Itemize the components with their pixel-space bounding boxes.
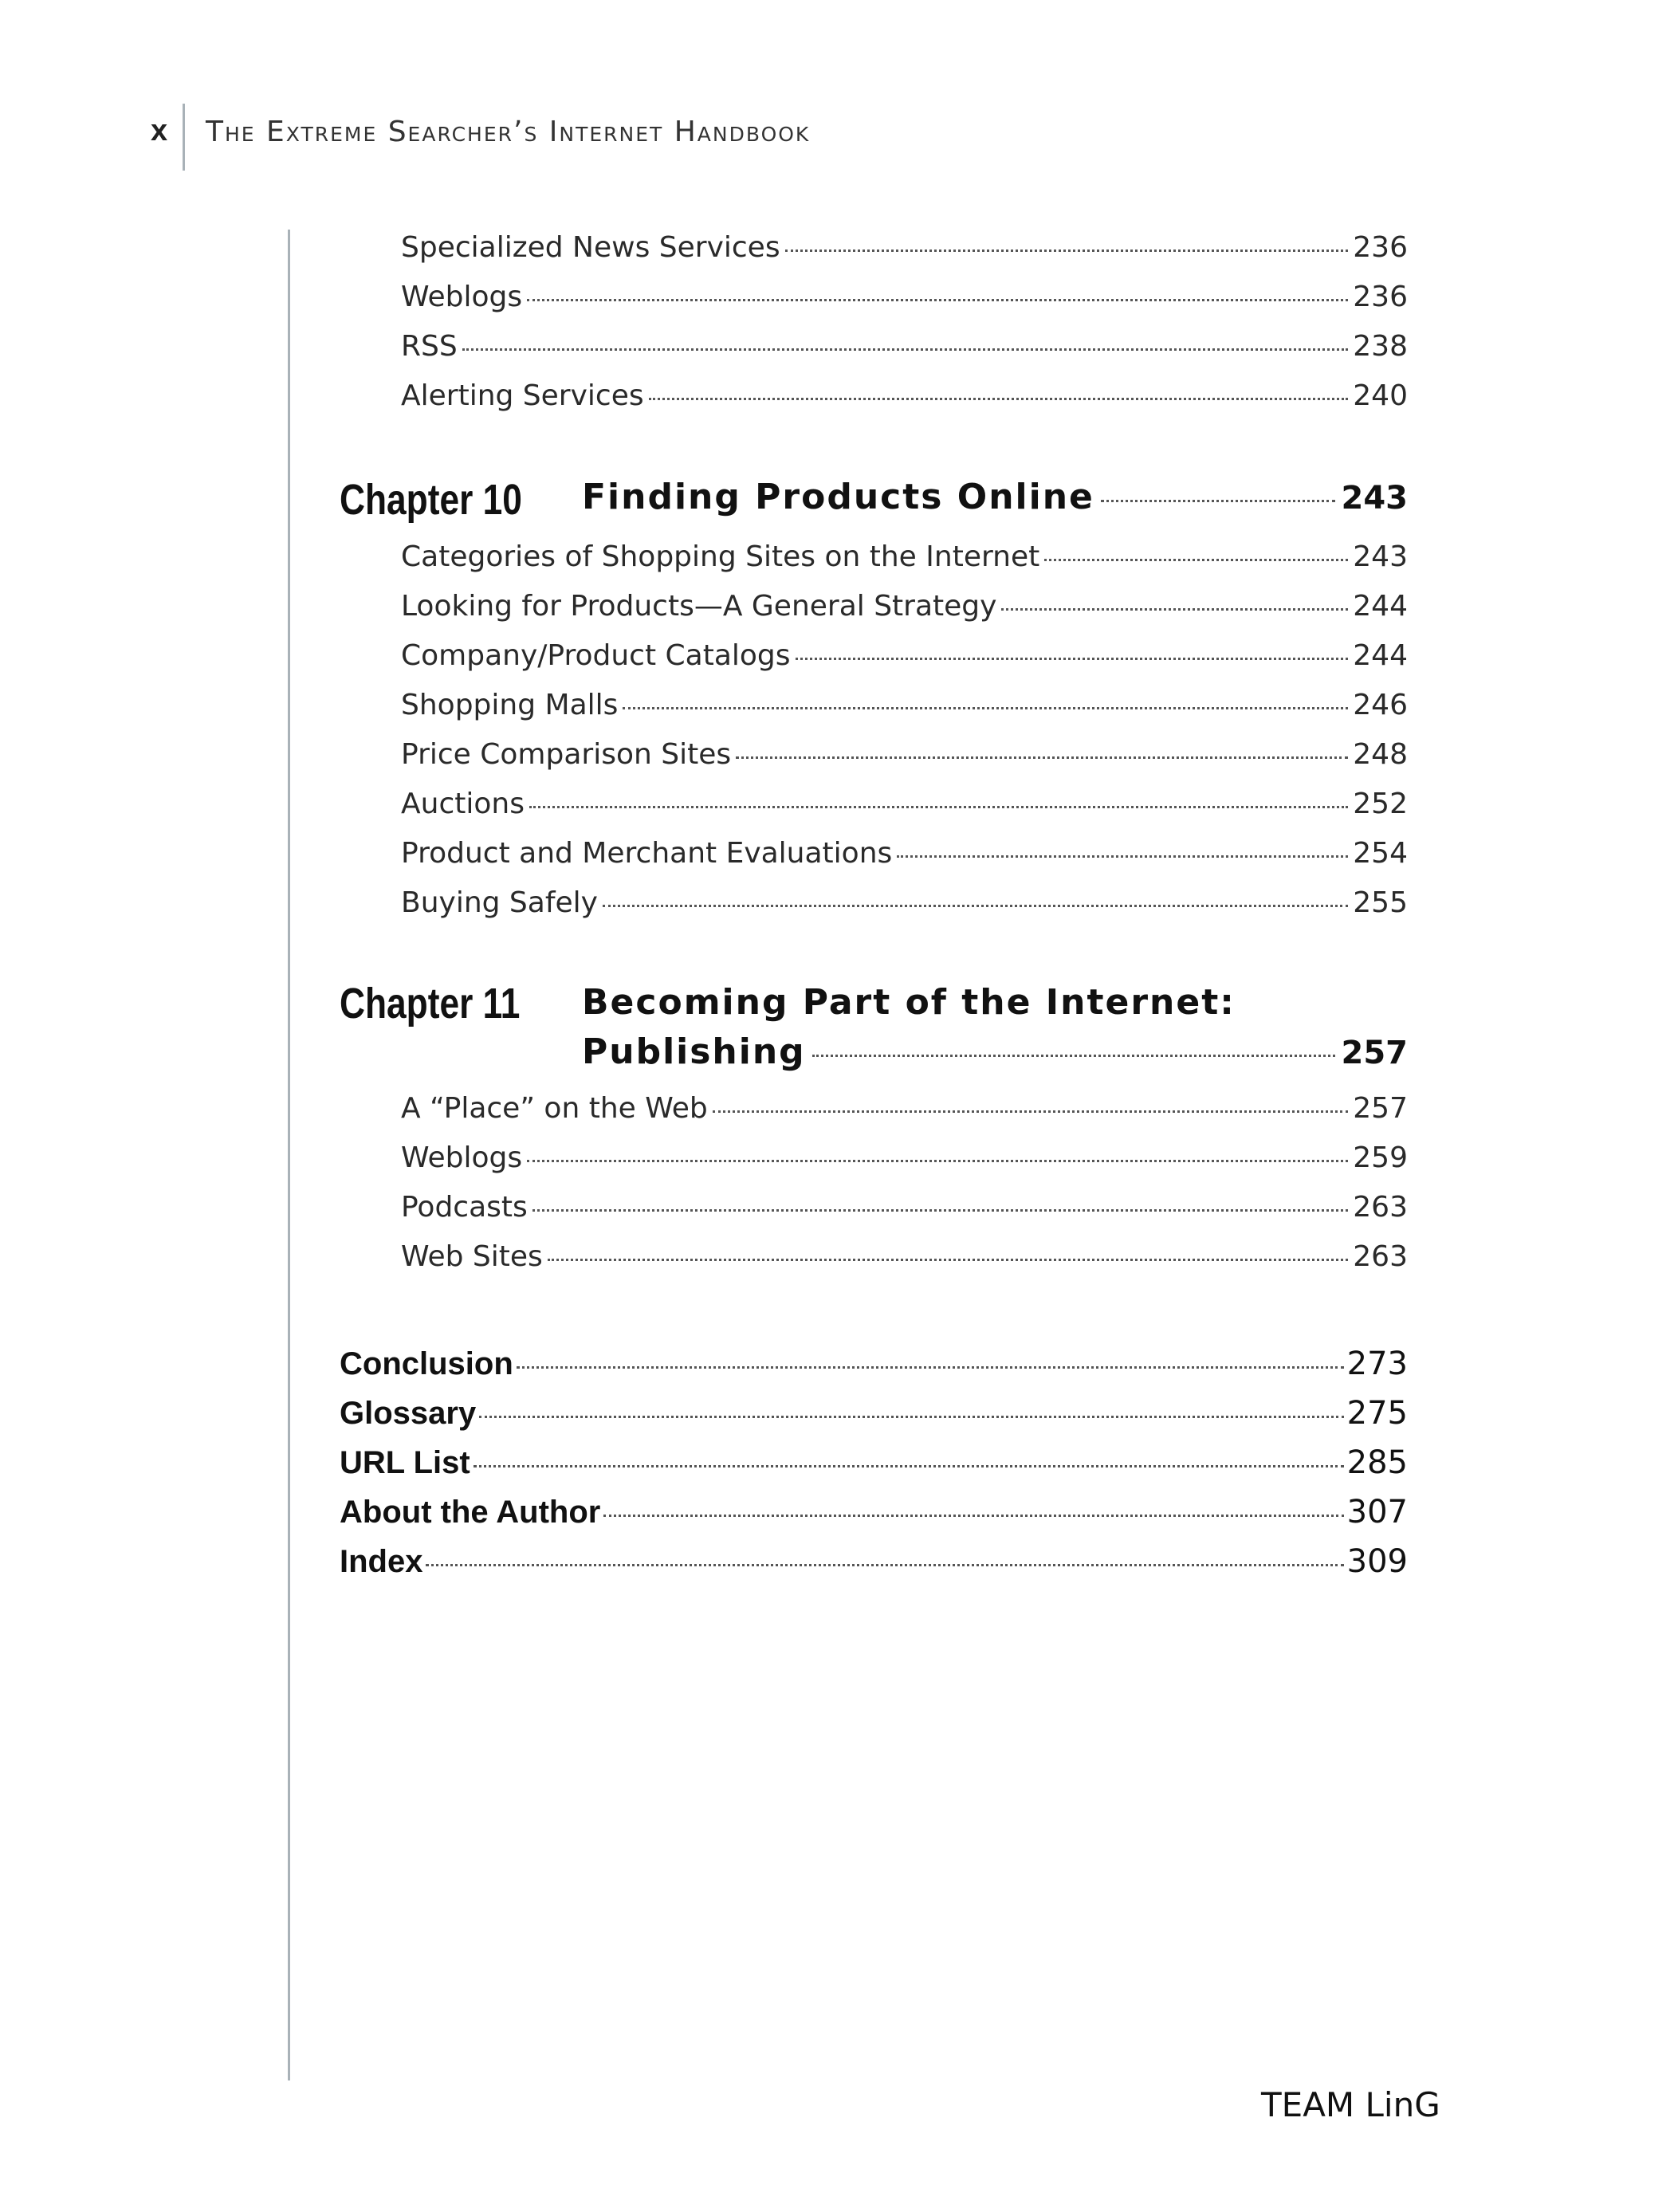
dot-leader — [603, 1515, 1343, 1517]
dot-leader — [474, 1465, 1344, 1467]
chapter-label: Chapter 10 — [340, 476, 522, 524]
toc-backmatter-entry[interactable] — [340, 1543, 1408, 1591]
toc-entry[interactable] — [401, 231, 1408, 276]
toc-entry[interactable] — [401, 379, 1408, 424]
toc-entry-page: 275 — [1346, 1395, 1408, 1432]
page-number: x — [151, 114, 168, 147]
toc-entry-title: Alerting Services — [401, 379, 644, 412]
dot-leader — [527, 299, 1348, 301]
dot-leader — [462, 348, 1349, 351]
toc-entry[interactable] — [401, 1191, 1408, 1236]
toc-entry-title: Specialized News Services — [401, 231, 780, 264]
toc-entry-page: 273 — [1346, 1346, 1408, 1382]
toc-entry-page: 248 — [1353, 738, 1408, 771]
chapter-10-heading[interactable] — [340, 475, 1408, 531]
toc-entry-title: URL List — [340, 1445, 470, 1480]
chapter-page: 243 — [1341, 480, 1408, 517]
toc-entry-page: 254 — [1353, 837, 1408, 870]
toc-entry-title: A “Place” on the Web — [401, 1092, 708, 1125]
page-header — [0, 0, 1674, 175]
toc-entry-page: 244 — [1353, 639, 1408, 672]
toc-entry-title: Buying Safely — [401, 886, 598, 919]
dot-leader — [796, 658, 1349, 660]
dot-leader — [527, 1160, 1348, 1162]
toc-entry[interactable] — [401, 281, 1408, 325]
toc-entry-title: RSS — [401, 330, 458, 363]
toc-entry-title: Podcasts — [401, 1191, 528, 1224]
toc-entry[interactable] — [401, 1092, 1408, 1137]
chapter-title-continued: Publishing — [582, 1031, 806, 1072]
dot-leader — [812, 1055, 1335, 1057]
toc-entry-page: 255 — [1353, 886, 1408, 919]
toc-entry-page: 238 — [1353, 330, 1408, 363]
toc-entry-page: 263 — [1353, 1191, 1408, 1224]
dot-leader — [623, 707, 1348, 709]
chapter-title: Becoming Part of the Internet: — [582, 982, 1236, 1023]
toc-entry[interactable] — [401, 1141, 1408, 1186]
header-divider — [183, 104, 185, 171]
toc-entry[interactable] — [401, 837, 1408, 882]
chapter-title-line — [582, 982, 1408, 1033]
dot-leader — [532, 1209, 1348, 1212]
toc-entry-title: Categories of Shopping Sites on the Internet — [401, 540, 1040, 573]
toc-entry-title: Web Sites — [401, 1240, 543, 1273]
toc-entry-title: About the Author — [340, 1495, 601, 1530]
chapter-title-line — [582, 1031, 1408, 1082]
toc-entry[interactable] — [401, 689, 1408, 733]
toc-entry-title: Index — [340, 1544, 423, 1579]
toc-entry-title: Auctions — [401, 788, 525, 820]
toc-entry-title: Conclusion — [340, 1346, 513, 1381]
toc-entry-page: 257 — [1353, 1092, 1408, 1125]
toc-entry-title: Company/Product Catalogs — [401, 639, 791, 672]
dot-leader — [426, 1564, 1343, 1566]
dot-leader — [479, 1416, 1343, 1418]
toc-backmatter-entry[interactable] — [340, 1494, 1408, 1542]
toc-entry-title: Glossary — [340, 1396, 477, 1431]
toc-entry-page: 259 — [1353, 1141, 1408, 1174]
toc-entry-title: Shopping Malls — [401, 689, 619, 721]
toc-backmatter-entry[interactable] — [340, 1346, 1408, 1393]
dot-leader — [529, 806, 1348, 808]
dot-leader — [736, 756, 1348, 759]
toc-entry-page: 307 — [1346, 1494, 1408, 1530]
toc-entry-page: 244 — [1353, 590, 1408, 623]
toc-entry-page: 240 — [1353, 379, 1408, 412]
toc-entry[interactable] — [401, 738, 1408, 783]
chapter-title: Finding Products Online — [582, 477, 1094, 517]
chapter-page: 257 — [1341, 1035, 1408, 1071]
toc-entry[interactable] — [401, 590, 1408, 635]
running-head: The Extreme Searcher’s Internet Handbook — [206, 116, 811, 148]
toc-entry[interactable] — [401, 639, 1408, 684]
toc-entry-page: 236 — [1353, 231, 1408, 264]
toc-entry-title: Weblogs — [401, 1141, 523, 1174]
chapter-title-line — [582, 477, 1408, 528]
chapter-11-heading[interactable] — [340, 979, 1408, 1084]
toc-entry[interactable] — [401, 788, 1408, 832]
dot-leader — [897, 855, 1348, 858]
toc-entry[interactable] — [401, 540, 1408, 585]
toc-entry-page: 285 — [1346, 1444, 1408, 1481]
margin-rule — [288, 230, 290, 2080]
dot-leader — [1044, 559, 1348, 561]
toc-entry[interactable] — [401, 1240, 1408, 1285]
dot-leader — [517, 1366, 1344, 1369]
toc-entry-title: Weblogs — [401, 281, 523, 313]
toc-entry-page: 309 — [1346, 1543, 1408, 1580]
toc-entry[interactable] — [401, 886, 1408, 931]
toc-backmatter-entry[interactable] — [340, 1395, 1408, 1443]
dot-leader — [548, 1259, 1348, 1261]
toc-entry-title: Looking for Products—A General Strategy — [401, 590, 997, 623]
footer-watermark: TEAM LinG — [1261, 2085, 1440, 2124]
toc-entry-page: 236 — [1353, 281, 1408, 313]
chapter-label: Chapter 11 — [340, 980, 521, 1027]
dot-leader — [649, 398, 1349, 400]
dot-leader — [603, 905, 1348, 907]
dot-leader — [785, 249, 1349, 252]
dot-leader — [713, 1110, 1349, 1113]
dot-leader — [1101, 500, 1335, 502]
toc-entry-title: Price Comparison Sites — [401, 738, 732, 771]
toc-entry-page: 263 — [1353, 1240, 1408, 1273]
toc-entry-title: Product and Merchant Evaluations — [401, 837, 893, 870]
dot-leader — [1001, 608, 1348, 611]
toc-entry-page: 243 — [1353, 540, 1408, 573]
toc-entry-page: 246 — [1353, 689, 1408, 721]
toc-entry[interactable] — [401, 330, 1408, 375]
toc-entry-page: 252 — [1353, 788, 1408, 820]
toc-backmatter-entry[interactable] — [340, 1444, 1408, 1492]
